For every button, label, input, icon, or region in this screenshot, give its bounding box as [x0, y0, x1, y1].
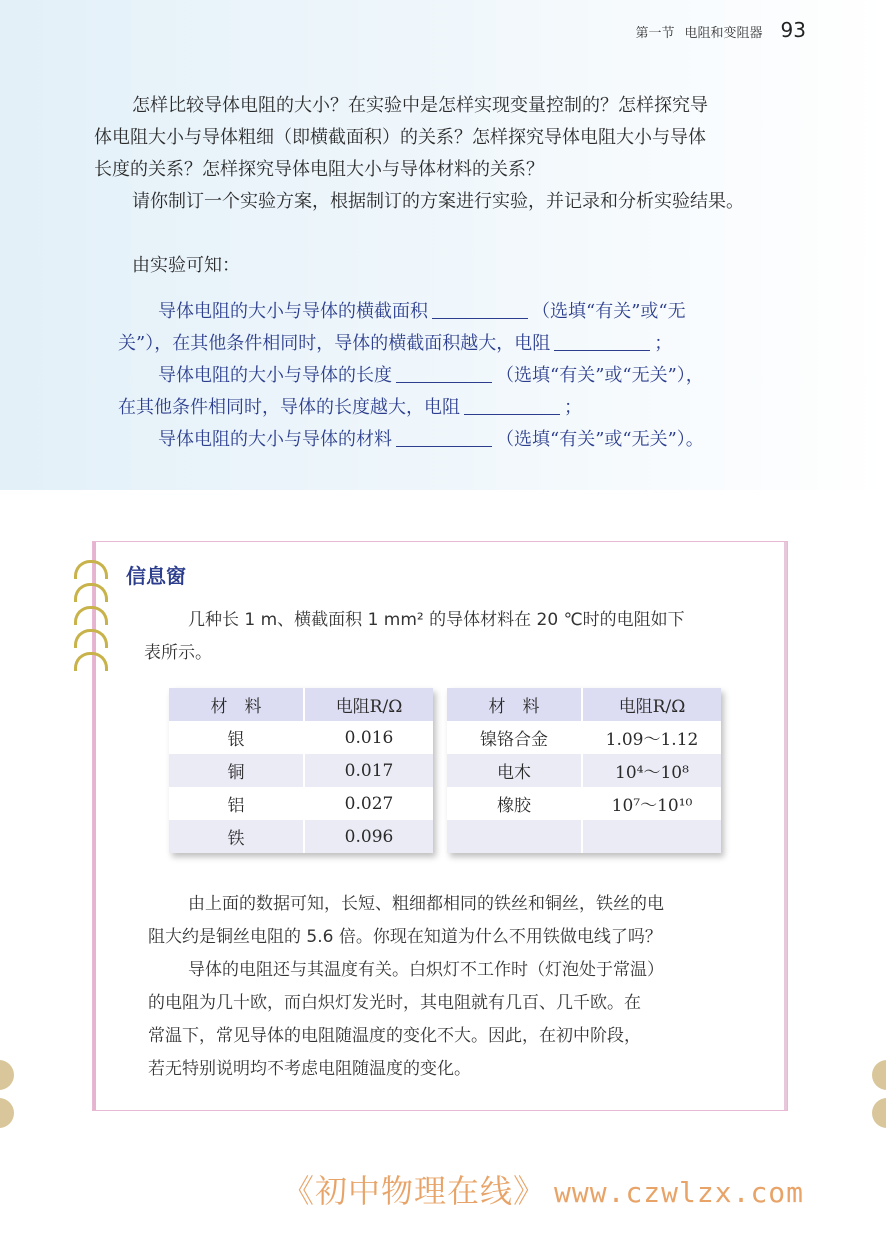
- table-header-resistance: 电阻R/Ω: [581, 688, 721, 721]
- margin-dot-icon: [0, 1060, 14, 1090]
- table-row: [447, 754, 721, 787]
- table-row: [169, 754, 433, 787]
- question-line: 体电阻大小与导体粗细（即横截面积）的关系？怎样探究导体电阻大小与导体: [94, 127, 706, 148]
- table-row: [447, 787, 721, 820]
- conclusion-text: ；: [654, 333, 673, 354]
- conclusion-text: 导体电阻的大小与导体的横截面积: [158, 301, 428, 322]
- margin-dot-icon: [872, 1060, 886, 1090]
- conclusion-block: [118, 296, 798, 456]
- resistance-cell: 1.09～1.12: [581, 721, 721, 754]
- page-header: [636, 18, 806, 42]
- watermark: [282, 1166, 804, 1212]
- conclusion-line: [118, 360, 798, 392]
- watermark-site-name: 《初中物理在线》: [282, 1172, 547, 1210]
- resistance-table-right: [447, 688, 721, 853]
- material-cell: 镍铬合金: [480, 730, 548, 750]
- question-paragraph: [94, 90, 794, 218]
- watermark-url[interactable]: www.czwlzx.com: [554, 1176, 805, 1209]
- answer-blank[interactable]: [464, 396, 560, 415]
- info-intro-line: 几种长 1 m、横截面积 1 mm² 的导体材料在 20 ℃时的电阻如下: [188, 610, 685, 630]
- conclusion-line: [118, 296, 798, 328]
- conclusion-line: [118, 424, 798, 456]
- conclusion-text: 在其他条件相同时，导体的长度越大，电阻: [118, 397, 460, 418]
- resistance-cell: 0.027: [303, 787, 433, 820]
- material-cell: 铁: [169, 820, 303, 853]
- material-cell: 铝: [227, 796, 245, 816]
- conclusion-text: ；: [564, 397, 582, 418]
- conclusion-text: 关”），在其他条件相同时，导体的横截面积越大，电阻: [118, 333, 551, 354]
- table-header-material: 材 料: [169, 688, 303, 721]
- resistance-cell: [581, 820, 721, 853]
- page-number: 93: [780, 18, 806, 42]
- material-cell: 橡胶: [497, 796, 531, 816]
- resistance-cell: 0.096: [303, 820, 433, 853]
- info-window-title: 信息窗: [126, 564, 186, 588]
- table-row: [447, 721, 721, 754]
- margin-dot-icon: [872, 1098, 886, 1128]
- task-line: 请你制订一个实验方案，根据制订的方案进行实验，并记录和分析实验结果。: [132, 191, 744, 212]
- resistance-table-left: [169, 688, 433, 853]
- margin-dot-icon: [0, 1098, 14, 1128]
- info-body-line: 的电阻为几十欧，而白炽灯发光时，其电阻就有几百、几千欧。在: [148, 993, 641, 1013]
- table-row: [169, 721, 433, 754]
- resistance-cell: 10⁴～10⁸: [581, 754, 721, 787]
- table-row: [169, 787, 433, 820]
- conclusion-text: 导体电阻的大小与导体的长度: [158, 365, 392, 386]
- info-body-line: 由上面的数据可知，长短、粗细都相同的铁丝和铜丝，铁丝的电: [188, 894, 664, 914]
- question-line: 怎样比较导体电阻的大小？在实验中是怎样实现变量控制的？怎样探究导: [132, 95, 708, 116]
- info-body-line: 常温下，常见导体的电阻随温度的变化不大。因此，在初中阶段，: [148, 1026, 641, 1046]
- conclusion-intro-text: 由实验可知：: [132, 255, 240, 276]
- section-label: 第一节: [635, 26, 675, 41]
- conclusion-line: [118, 392, 798, 424]
- info-body-line: 阻大约是铜丝电阻的 5.6 倍。你现在知道为什么不用铁做电线了吗？: [148, 927, 662, 947]
- conclusion-text: （选填“有关”或“无关”）。: [496, 429, 704, 450]
- answer-blank[interactable]: [396, 364, 492, 383]
- table-header-material: 材 料: [447, 688, 581, 721]
- info-body-line: 导体的电阻还与其温度有关。白炽灯不工作时（灯泡处于常温）: [188, 960, 664, 980]
- table-row: [169, 820, 433, 853]
- material-cell: 铜: [169, 754, 303, 787]
- resistance-cell: 0.016: [303, 721, 433, 754]
- info-intro-line: 表所示。: [144, 643, 212, 663]
- answer-blank[interactable]: [432, 300, 528, 319]
- material-cell: [447, 820, 581, 853]
- answer-blank[interactable]: [396, 428, 492, 447]
- table-row: [447, 820, 721, 853]
- conclusion-text: （选填“有关”或“无: [532, 301, 686, 322]
- info-body-line: 若无特别说明均不考虑电阻随温度的变化。: [148, 1059, 471, 1079]
- material-cell: 银: [227, 730, 245, 750]
- info-intro: [144, 604, 748, 670]
- table-header-resistance: 电阻R/Ω: [303, 688, 433, 721]
- conclusion-line: [118, 328, 798, 360]
- binder-rings-icon: [74, 560, 110, 675]
- resistance-cell: 10⁷～10¹⁰: [581, 787, 721, 820]
- conclusion-intro: [94, 250, 794, 282]
- conclusion-text: 导体电阻的大小与导体的材料: [158, 429, 392, 450]
- info-body: [148, 888, 748, 1086]
- answer-blank[interactable]: [554, 332, 650, 351]
- material-cell: 电木: [447, 754, 581, 787]
- question-line: 长度的关系？怎样探究导体电阻大小与导体材料的关系？: [94, 159, 544, 180]
- conclusion-text: （选填“有关”或“无关”），: [496, 365, 704, 386]
- resistance-cell: 0.017: [303, 754, 433, 787]
- chapter-title: 电阻和变阻器: [684, 26, 763, 41]
